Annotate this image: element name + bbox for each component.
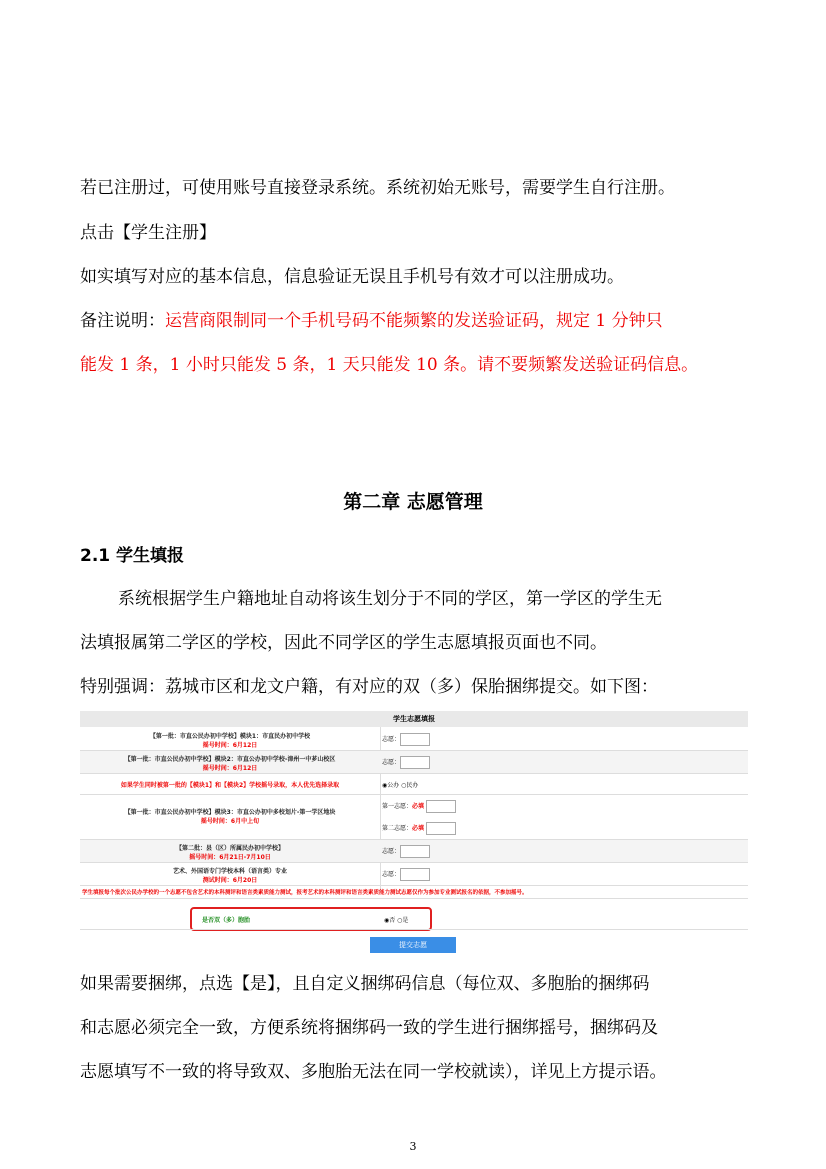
second-choice-input[interactable] (426, 822, 456, 835)
form-row-art (80, 863, 748, 886)
body-line-4: 如果需要捆绑，点选【是】，且自定义捆绑码信息（每位双、多胞胎的捆绑码 (80, 974, 650, 994)
body-line-1: 系统根据学生户籍地址自动将该生划分于不同的学区，第一学区的学生无 (118, 589, 662, 609)
row-time: 摇号时间：6月中上旬 (200, 818, 260, 825)
form-row-module2 (80, 751, 748, 774)
submit-button[interactable]: 提交志愿 (370, 937, 456, 953)
note-label: 备注说明： (80, 311, 165, 331)
page-number: 3 (409, 1140, 417, 1153)
required-mark: 必填 (412, 803, 425, 810)
row-title: 【第二批：县（区）所属民办初中学校】 (175, 845, 284, 852)
body-line-5: 和志愿必须完全一致，方便系统将捆绑码一致的学生进行捆绑摇号，捆绑码及 (80, 1018, 658, 1038)
body-line-6: 志愿填写不一致的将导致双、多胞胎无法在同一学校就读），详见上方提示语。 (80, 1062, 667, 1082)
form-row-module1 (80, 728, 748, 751)
note-line-2: 能发 1 条，1 小时只能发 5 条，1 天只能发 10 条。请不要频繁发送验证码信息。 (80, 355, 699, 375)
paragraph-fill-info: 如实填写对应的基本信息，信息验证无误且手机号有效才可以注册成功。 (80, 267, 624, 287)
row-label: 志愿： (382, 848, 401, 855)
form-row-preference (80, 774, 748, 795)
bundle-radio[interactable]: ◉否 ○是 (384, 917, 409, 924)
volunteer-input[interactable] (400, 868, 430, 881)
row-time: 摇号时间：6月12日 (202, 765, 258, 772)
form-warning-row (80, 886, 748, 899)
volunteer-input[interactable] (400, 756, 430, 769)
chapter-title: 第二章 志愿管理 (343, 491, 483, 513)
row-label: 志愿： (382, 736, 401, 743)
required-mark: 必填 (412, 825, 425, 832)
body-line-3: 特别强调：荔城市区和龙文户籍，有对应的双（多）保胎捆绑提交。如下图： (80, 677, 658, 697)
row-warning: 如果学生同时被第一批的【模块1】和【模块2】学校摇号录取，本人优先选择录取 (120, 782, 340, 789)
row-label: 志愿： (382, 759, 401, 766)
first-choice-input[interactable] (426, 800, 456, 813)
row-label: 第一志愿： (382, 803, 413, 810)
row-title: 【第一批：市直公民办初中学校】模块2：市直公办初中学校-漳州一中芗山校区 (124, 756, 336, 763)
row-time: 摇号时间：6月12日 (202, 742, 258, 749)
paragraph-registered: 若已注册过，可使用账号直接登录系统。系统初始无账号，需要学生自行注册。 (80, 178, 675, 198)
note-line-1 (80, 309, 663, 333)
form-row-module3 (80, 795, 748, 840)
paragraph-click-register: 点击【学生注册】 (80, 223, 216, 243)
form-row-bundle (80, 909, 748, 930)
volunteer-form-screenshot (80, 711, 748, 956)
row-time: 测试时间：6月20日 (202, 877, 258, 884)
form-warning: 学生填报每个批次公民办学校的一个志愿不包含艺术的本科测评和语言类素质能力测试，报考艺术的本科测评和语言类素质能力测试志愿仅作为参加专业测试报名的依据，不参加摇号。 (82, 890, 528, 896)
form-row-batch2 (80, 840, 748, 863)
row-time: 摇号时间：6月21日-7月10日 (189, 854, 271, 861)
form-header: 学生志愿填报 (80, 711, 748, 727)
row-label: 志愿： (382, 871, 401, 878)
public-private-radio[interactable]: ◉公办 ○民办 (382, 782, 419, 789)
row-title: 【第一批：市直公民办初中学校】模块3：市直公办初中多校划片-第一学区地块 (124, 809, 336, 816)
row-title: 艺术、外国语专门学校本科（语言类）专业 (172, 868, 287, 875)
bundle-label: 是否双（多）胞胎 (202, 917, 251, 924)
row-title: 【第一批：市直公民办初中学校】模块1：市直民办初中学校 (149, 733, 311, 740)
row-label: 第二志愿： (382, 825, 413, 832)
note-red-text-1: 运营商限制同一个手机号码不能频繁的发送验证码，规定 1 分钟只 (165, 311, 663, 331)
section-title: 2.1 学生填报 (80, 546, 185, 566)
volunteer-input[interactable] (400, 733, 430, 746)
volunteer-input[interactable] (400, 845, 430, 858)
body-line-2: 法填报属第二学区的学校，因此不同学区的学生志愿填报页面也不同。 (80, 633, 607, 653)
